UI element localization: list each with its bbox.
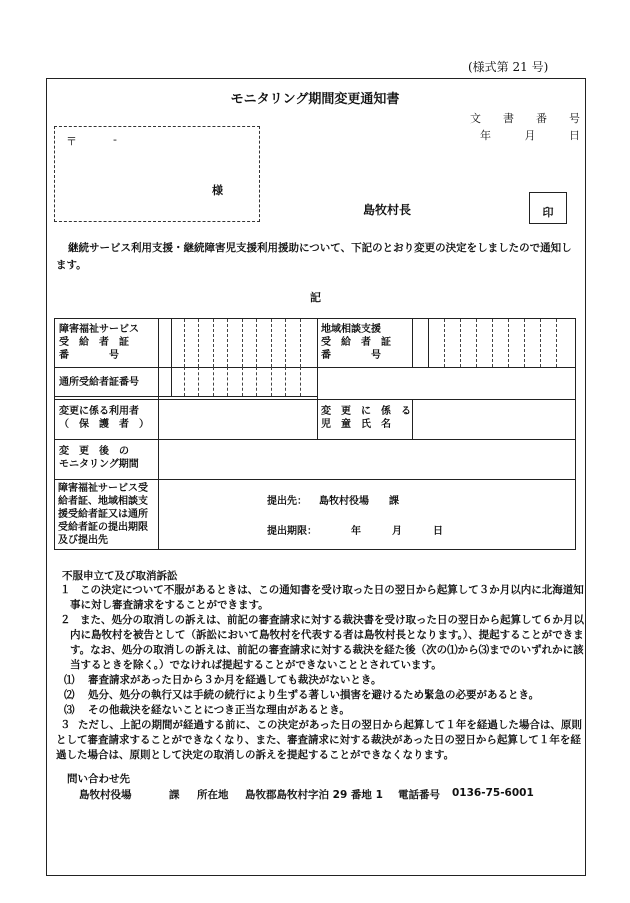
submit-deadline: 提出期限： 年 月 日 (267, 526, 443, 537)
objection-p3: ただし、上記の期間が経過する前に、この決定があった日の翌日から起算して１年を経過した場合は、原則として審査請求することができなくなり、また、審査請求に対する裁決があった日の翌日から起算して１年を経過した場合は、原則として決定の取消しの訴えを提起することができなくなります。 (56, 719, 582, 761)
info-table (54, 318, 576, 550)
document-title: モニタリング期間変更通知書 (230, 92, 400, 107)
address-box (54, 126, 260, 222)
seal-box: 印 (529, 192, 567, 224)
doc-date-label: 年 月 日 (480, 129, 580, 142)
form-number: (様式第 21 号) (468, 60, 549, 74)
objection-p1: この決定について不服があるときは、この通知書を受け取った日の翌日から起算して３か月以内に北海道知事に対し審査請求をすることができます。 (70, 584, 584, 611)
postal-mark: 〒 (66, 135, 77, 148)
objection-p1-num: １ (60, 584, 71, 596)
objection-p2-num: ２ (60, 614, 71, 626)
contact-heading: 問い合わせ先 (67, 773, 130, 785)
child-name-label: 変 更 に 係 る 児 童 氏 名 (321, 406, 411, 430)
objection-p3-num: ３ (60, 719, 71, 731)
commute-cert-label: 通所受給者証番号 (59, 377, 139, 388)
postal-dash: - (113, 133, 117, 146)
honorific-sama: 様 (212, 184, 223, 197)
user-guardian-label: 変更に係る利用者 （ 保 護 者 ） (59, 406, 149, 430)
objection-item-2: 処分、処分の執行又は手続の続行により生ずる著しい損害を避けるため緊急の必要があるとき。 (88, 689, 540, 701)
ki-heading: 記 (310, 291, 321, 304)
issuer-name: 島牧村長 (363, 203, 412, 217)
doc-number-label: 文 書 番 号 (470, 112, 580, 125)
disability-cert-label: 障害福祉サービス 受 給 者 証 番 号 (59, 324, 139, 361)
objection-item-2-num: ⑵ (64, 689, 75, 701)
contact-line: 島牧村役場 課 所在地 島牧郡島牧村字泊 29 番地 1 電話番号 0136-75-6001 (79, 787, 534, 801)
objection-item-3-num: ⑶ (64, 704, 75, 716)
objection-item-1-num: ⑴ (64, 674, 75, 686)
submission-label: 障害福祉サービス受 給者証、地域相談支 援受給者証又は通所 受給者証の提出期限 及び提出先 (58, 483, 148, 546)
objection-p2: また、処分の取消しの訴えは、前記の審査請求に対する裁決書を受け取った日の翌日から起算して６か月以内に島牧村を被告として（訴訟において島牧村を代表する者は島牧村長となります。）、提起することができます。なお、処分の取消しの訴えは、前記の審査請求に対する裁決を経た後（次の⑴から⑶までのいずれかに該当するときを除く。）でなければ提起することができないこととされています。 (70, 614, 584, 671)
submit-to: 提出先： 島牧村役場 課 (267, 496, 399, 507)
objection-item-3: その他裁決を経ないことにつき正当な理由があるとき。 (88, 704, 350, 716)
new-monitoring-period-label: 変 更 後 の モニタリング期間 (59, 446, 139, 470)
consult-cert-label: 地域相談支援 受 給 者 証 番 号 (321, 324, 391, 361)
objection-heading: 不服申立て及び取消訴訟 (62, 570, 178, 582)
intro-text: 継続サービス利用支援・継続障害児支援利用援助について、下記のとおり変更の決定をしましたので通知します。 (56, 242, 572, 271)
objection-item-1: 審査請求があった日から３か月を経過しても裁決がないとき。 (88, 674, 382, 686)
